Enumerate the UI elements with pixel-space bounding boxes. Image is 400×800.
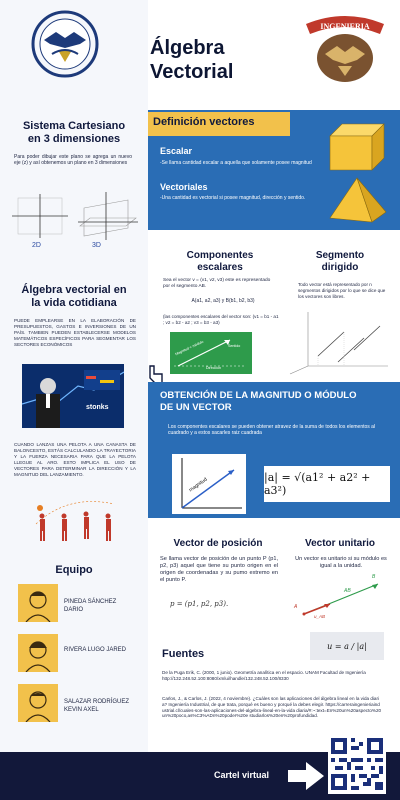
vida-heading: [4, 284, 144, 310]
fuentes-title: Fuentes: [162, 648, 205, 660]
member-name-3: [64, 698, 129, 714]
componentes-heading: [160, 250, 280, 274]
vida-title-1: Álgebra vectorial en: [21, 284, 127, 296]
qr-code[interactable]: [328, 734, 386, 794]
member-1-line-1: PINEDA SÁNCHEZ: [64, 599, 117, 605]
label-3d: 3D: [92, 242, 101, 249]
vida-body-2: CUANDO LANZAS UNA PELOTA A UNA CANASTA DE BALONCESTO, ESTÁS CALCULANDO LA TRAYECTORIA Y LA FUERZA NECESARIA PARA QUE LA PELOTA LLEGUE AL ARO. ESTO IMPLICA EL USO DE VECTORES PARA DETERMINAR LA DIRECCIÓN Y LA MAGNITUD DEL LANZAMIENTO.: [14, 442, 136, 477]
green-label-direccion: Dirección: [206, 366, 221, 370]
member-2-line-1: RIVERA LUGO JARED: [64, 647, 127, 653]
vida-body-1: PUEDE EMPLEARSE EN LA ELABORACIÓN DE PRESUPUESTOS, GASTOS E INVERSIONES DE UN PAÍS. TAMBIEN PUEDEN ESTABLECERSE MODELOS MATEMÁTICOS ESPECÍFICOS PARA SEGMENTAR LOS SECTORES ECONÓMICOS: [14, 318, 136, 347]
escalar-body: -Se llama cantidad escalar a aquella que solamente posee magnitud: [160, 160, 312, 166]
magnitud-title-1: OBTENCIÓN DE LA MAGNITUD O MÓDULO: [160, 390, 357, 401]
member-3-line-1: SALAZAR RODRÍGUEZ: [64, 699, 130, 705]
unitario-diagram: [290, 574, 392, 624]
ingenieria-logo: [300, 10, 390, 86]
sistema-heading: [6, 120, 142, 146]
posicion-title: Vector de posición: [173, 538, 263, 549]
fuentes-ref-1: De la Puga Erik, C. (2000, 1 junio). Geometría analítica en el espacio. UNAM Facultad de Ingeniería http://132.248.52.100:8080/xmlui/handle/132.248.52.100/8330: [162, 670, 366, 681]
stonks-label: stonks: [86, 404, 109, 411]
magnitud-heading: [160, 390, 392, 414]
componentes-title-1: Componentes: [186, 250, 254, 261]
member-3-line-2: KEVIN AXEL: [64, 707, 99, 713]
unitario-formula-box: [310, 632, 384, 660]
sistema-title-2: en 3 dimensiones: [27, 133, 121, 145]
member-avatar-2: [18, 634, 58, 672]
segmento-diagram: [288, 306, 392, 376]
unitario-label-uab: u_AB: [314, 614, 326, 619]
label-2d: 2D: [32, 242, 41, 249]
member-name-1: [64, 598, 116, 614]
segmento-heading: [290, 250, 390, 274]
posicion-body: Se llama vector de posición de un punto P (p1, p2, p3) aquel que tiene su punto origen en el origen de coordenadas y su pumo extremo en el punto P.: [160, 556, 278, 583]
unitario-formula: u = a / |a|: [327, 641, 367, 651]
basketball-image: [28, 494, 124, 546]
vectoriales-title: Vectoriales: [160, 182, 208, 192]
sistema-body: Para poder dibujar este plano se agrega un nuevo eje (z) y así obtenemos un plano en 3 dimensiones: [14, 154, 132, 167]
componentes-body-1: Sea el vector v = (v1, v2, v3) este es representado por el segmento AB.: [163, 278, 271, 289]
unitario-label-b: B: [372, 574, 376, 580]
definicion-title: Definición vectores: [153, 116, 255, 128]
poster-title: [150, 36, 270, 84]
componentes-title-2: escalares: [197, 262, 243, 273]
segmento-body: Todo vector está representado por n segmentos dirigidos por lo que se dice que los vectores son libres.: [298, 282, 386, 299]
sistema-title-1: Sistema Cartesiano: [22, 120, 126, 132]
magnitud-diagram-label: magnitud: [188, 476, 209, 494]
green-label-magnitud: Magnitud = módulo: [174, 339, 205, 357]
magnitud-formula-box: [264, 466, 390, 502]
member-name-2: [64, 646, 126, 654]
escalar-title: Escalar: [160, 146, 193, 156]
unitario-label-a: A: [294, 604, 298, 610]
unitario-label-ab: AB: [344, 588, 351, 594]
member-1-line-2: DARIO: [64, 607, 84, 613]
green-label-sentido: Sentido: [228, 344, 241, 348]
componentes-formula: A(a1, a2, a3) y B(b1, b2, b3): [191, 298, 255, 304]
footer-label: Cartel virtual: [214, 770, 270, 780]
magnitud-title-2: DE UN VECTOR: [160, 402, 232, 413]
title-line-2: Vectorial: [150, 61, 234, 83]
magnitud-diagram: [172, 454, 246, 514]
vectoriales-body: -Una cantidad es vectorial si posee magnitud, dirección y sentido.: [160, 195, 306, 201]
fuentes-ref-2: Carlos, J., & Carlos, J. (2022, 4 noviembre). ¿Cuáles son las aplicaciones del álgebra lineal en la vida diaria? Ingeniería Industrial, de que trata, porqué es bueno y porqué la debes elegir. https://carreraingenieriaindustrial.cl/cuales-son-las-aplicaciones-del-algebra-lineal-en-la-vida diaria/#:~:text=En%20un%20aspecto%20un%20poco,as%C3%ADn%20poder%20e studiarlos%20en%20profundidad.: [162, 696, 382, 719]
componentes-body-2: (las componentes escalares del vector son: (v1 = b1 - a1 ; v2 = b2 - a2 ; v3 = b3 - a3): [163, 314, 279, 325]
arrow-right-icon: [288, 760, 324, 792]
member-avatar-3: [18, 684, 58, 722]
member-avatar-1: [18, 584, 58, 622]
stonks-image: [22, 364, 124, 428]
segmento-title-1: Segmento: [315, 250, 365, 261]
segmento-title-2: dirigido: [321, 262, 359, 273]
unam-logo: [30, 10, 100, 78]
unitario-title: Vector unitario: [304, 538, 375, 549]
posicion-formula: p = (p1, p2, p3).: [170, 600, 229, 608]
equipo-title: Equipo: [55, 564, 93, 576]
svg-text:INGENIERIA: INGENIERIA: [320, 22, 370, 31]
magnitud-body: Los componentes escalares se pueden obtener atravez de la suma de todos los elementos al cuadrado y a estos sacarles raiz cuadrada: [168, 424, 376, 437]
shapes-illustration: [324, 118, 390, 228]
magnitud-formula: |a| = √(a1² + a2² + a3²): [264, 471, 371, 497]
vector-parts-diagram: [170, 332, 252, 374]
title-line-1: Álgebra: [150, 37, 225, 59]
definicion-title-box: [148, 112, 290, 136]
vida-title-2: la vida cotidiana: [31, 297, 117, 309]
unitario-body: Un vector es unitario si su módulo es igual a la unidad.: [295, 556, 387, 569]
axes-diagram: [8, 190, 144, 252]
